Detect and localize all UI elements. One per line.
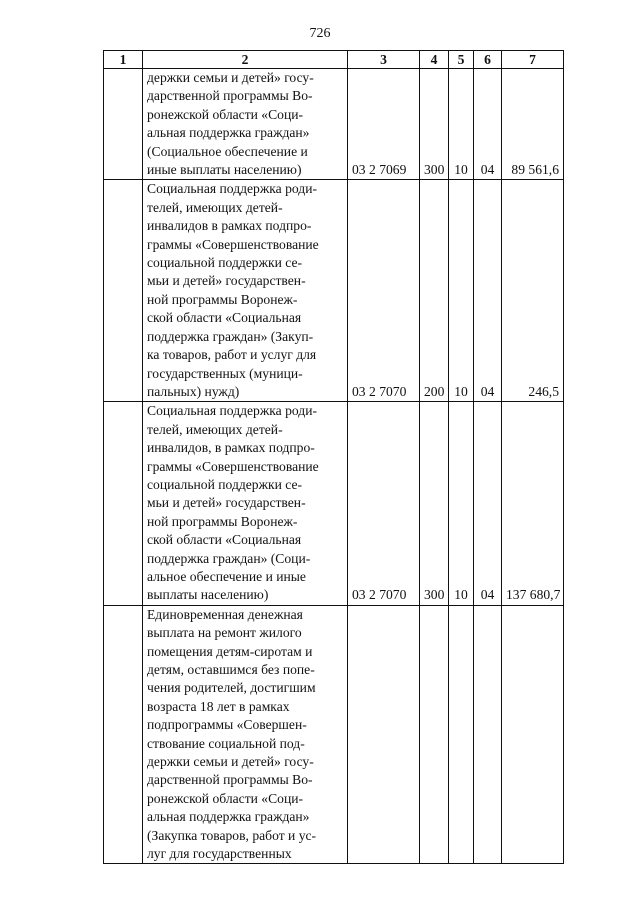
description-line: (Закупка товаров, работ и ус-: [147, 827, 317, 843]
section-cell: 10: [449, 402, 474, 605]
description-line: Социальная поддержка роди-: [147, 403, 317, 419]
description-line: мьи и детей» государствен-: [147, 495, 306, 511]
description-line: возраста 18 лет в рамках: [147, 698, 290, 714]
row-number-cell: [104, 605, 143, 864]
description-line: держки семьи и детей» госу-: [147, 70, 314, 85]
section-cell: 10: [449, 69, 474, 180]
description-line: помещения детям-сиротам и: [147, 643, 313, 659]
table-row: [104, 402, 564, 605]
description-line: (Социальное обеспечение и: [147, 143, 308, 159]
description-cell: [143, 402, 348, 605]
description-line: граммы «Совершенствование: [147, 236, 319, 252]
description-line: Единовременная денежная: [147, 606, 303, 622]
col-header-6: 6: [474, 51, 502, 69]
description-line: социальной поддержки се-: [147, 476, 303, 492]
description-line: инвалидов в рамках подпро-: [147, 218, 312, 234]
header-row: [104, 51, 564, 69]
subsection-cell: 04: [474, 69, 502, 180]
target-code-cell: 03 2 7069: [348, 69, 420, 180]
budget-table: [103, 50, 564, 864]
description-line: выплаты населению): [147, 587, 269, 603]
amount-cell: 246,5: [502, 180, 564, 402]
description-line: ской области «Социальная: [147, 310, 302, 326]
target-code-cell: 03 2 7070: [348, 180, 420, 402]
table-row: [104, 180, 564, 402]
description-line: ронежской области «Соци-: [147, 106, 304, 122]
subsection-cell: 04: [474, 402, 502, 605]
target-code-cell: [348, 605, 420, 864]
description-line: детям, оставшимся без попе-: [147, 662, 315, 677]
description-line: чения родителей, достигшим: [147, 680, 316, 696]
description-line: граммы «Совершенствование: [147, 458, 319, 474]
description-line: дарственной программы Во-: [147, 772, 313, 788]
row-number-cell: [104, 69, 143, 180]
description-line: ской области «Социальная: [147, 532, 302, 548]
col-header-7: 7: [502, 51, 564, 69]
amount-cell: 89 561,6: [502, 69, 564, 180]
col-header-2: 2: [143, 51, 348, 69]
target-code-cell: 03 2 7070: [348, 402, 420, 605]
description-line: социальной поддержки се-: [147, 255, 303, 271]
description-line: телей, имеющих детей-: [147, 421, 283, 437]
description-line: мьи и детей» государствен-: [147, 273, 306, 289]
description-line: выплата на ремонт жилого: [147, 625, 302, 641]
description-line: инвалидов, в рамках подпро-: [147, 440, 315, 456]
subsection-cell: [474, 605, 502, 864]
description-line: пальных) нужд): [147, 383, 240, 399]
description-line: альное обеспечение и иные: [147, 568, 306, 584]
row-number-cell: [104, 402, 143, 605]
description-cell: [143, 180, 348, 402]
expense-type-cell: [420, 605, 449, 864]
description-cell: [143, 69, 348, 180]
description-line: поддержка граждан» (Соци-: [147, 550, 311, 566]
description-line: телей, имеющих детей-: [147, 199, 283, 215]
col-header-4: 4: [420, 51, 449, 69]
expense-type-cell: 200: [420, 180, 449, 402]
description-line: ной программы Воронеж-: [147, 513, 298, 529]
amount-cell: [502, 605, 564, 864]
subsection-cell: 04: [474, 180, 502, 402]
expense-type-cell: 300: [420, 69, 449, 180]
section-cell: [449, 605, 474, 864]
description-line: Социальная поддержка роди-: [147, 181, 317, 197]
description-line: ствование социальной под-: [147, 735, 305, 751]
description-line: подпрограммы «Совершен-: [147, 717, 307, 733]
row-number-cell: [104, 180, 143, 402]
description-line: альная поддержка граждан»: [147, 809, 310, 825]
description-line: ронежской области «Соци-: [147, 790, 304, 806]
page-number: 726: [309, 26, 331, 41]
expense-type-cell: 300: [420, 402, 449, 605]
description-line: луг для государственных: [147, 846, 292, 862]
description-line: ной программы Воронеж-: [147, 291, 298, 307]
description-line: дарственной программы Во-: [147, 88, 313, 104]
section-cell: 10: [449, 180, 474, 402]
table-row: [104, 605, 564, 864]
description-line: государственных (муници-: [147, 365, 303, 381]
description-line: держки семьи и детей» госу-: [147, 754, 314, 770]
description-line: иные выплаты населению): [147, 162, 302, 178]
col-header-3: 3: [348, 51, 420, 69]
description-line: альная поддержка граждан»: [147, 125, 310, 141]
col-header-1: 1: [104, 51, 143, 69]
description-cell: [143, 605, 348, 864]
table-row: [104, 69, 564, 180]
description-line: ка товаров, работ и услуг для: [147, 347, 317, 363]
description-line: поддержка граждан» (Закуп-: [147, 328, 314, 344]
col-header-5: 5: [449, 51, 474, 69]
amount-cell: 137 680,7: [502, 402, 564, 605]
